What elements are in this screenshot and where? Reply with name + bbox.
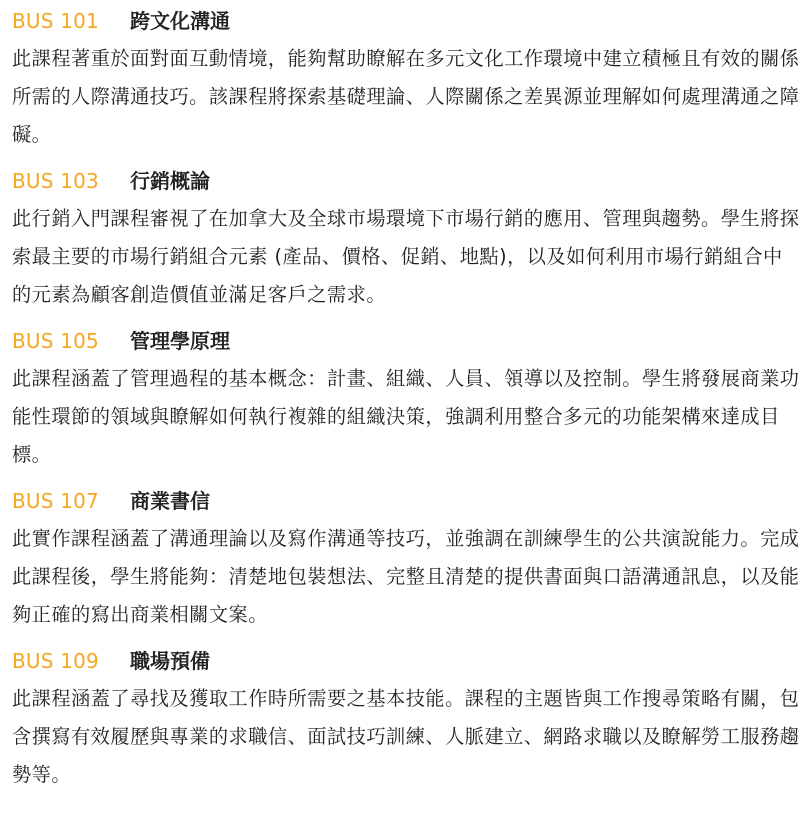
course-title: 行銷概論 — [130, 169, 210, 193]
course-item — [12, 486, 809, 634]
course-description: 此實作課程涵蓋了溝通理論以及寫作溝通等技巧，並強調在訓練學生的公共演說能力。完成此課程後，學生將能夠：清楚地包裝想法、完整且清楚的提供書面與口語溝通訊息，以及能夠正確的寫出商業相關文案。 — [12, 527, 800, 626]
course-item — [12, 6, 809, 154]
course-code: BUS 103 — [12, 169, 99, 193]
course-code: BUS 101 — [12, 9, 99, 33]
course-title: 管理學原理 — [130, 329, 230, 353]
course-heading — [12, 326, 809, 356]
course-description: 此課程著重於面對面互動情境，能夠幫助瞭解在多元文化工作環境中建立積極且有效的關係所需的人際溝通技巧。該課程將探索基礎理論、人際關係之差異源並理解如何處理溝通之障礙。 — [12, 47, 800, 146]
course-description: 此課程涵蓋了尋找及獲取工作時所需要之基本技能。課程的主題皆與工作搜尋策略有關，包含撰寫有效履歷與專業的求職信、面試技巧訓練、人脈建立、網路求職以及瞭解勞工服務趨勢等。 — [12, 687, 800, 786]
course-heading — [12, 486, 809, 516]
course-title: 商業書信 — [130, 489, 210, 513]
course-item — [12, 166, 809, 314]
course-item — [12, 326, 809, 474]
course-description: 此行銷入門課程審視了在加拿大及全球市場環境下市場行銷的應用、管理與趨勢。學生將探索最主要的市場行銷組合元素 (產品、價格、促銷、地點)，以及如何利用市場行銷組合中的元素為顧客創造價值並滿足客戶之需求。 — [12, 207, 800, 306]
course-heading — [12, 166, 809, 196]
course-title: 職場預備 — [130, 649, 210, 673]
course-heading — [12, 6, 809, 36]
course-title: 跨文化溝通 — [130, 9, 230, 33]
course-code: BUS 109 — [12, 649, 99, 673]
course-description: 此課程涵蓋了管理過程的基本概念：計畫、組織、人員、領導以及控制。學生將發展商業功能性環節的領域與瞭解如何執行複雜的組織決策，強調利用整合多元的功能架構來達成目標。 — [12, 367, 800, 466]
course-code: BUS 107 — [12, 489, 99, 513]
course-item — [12, 646, 809, 794]
course-heading — [12, 646, 809, 676]
course-code: BUS 105 — [12, 329, 99, 353]
